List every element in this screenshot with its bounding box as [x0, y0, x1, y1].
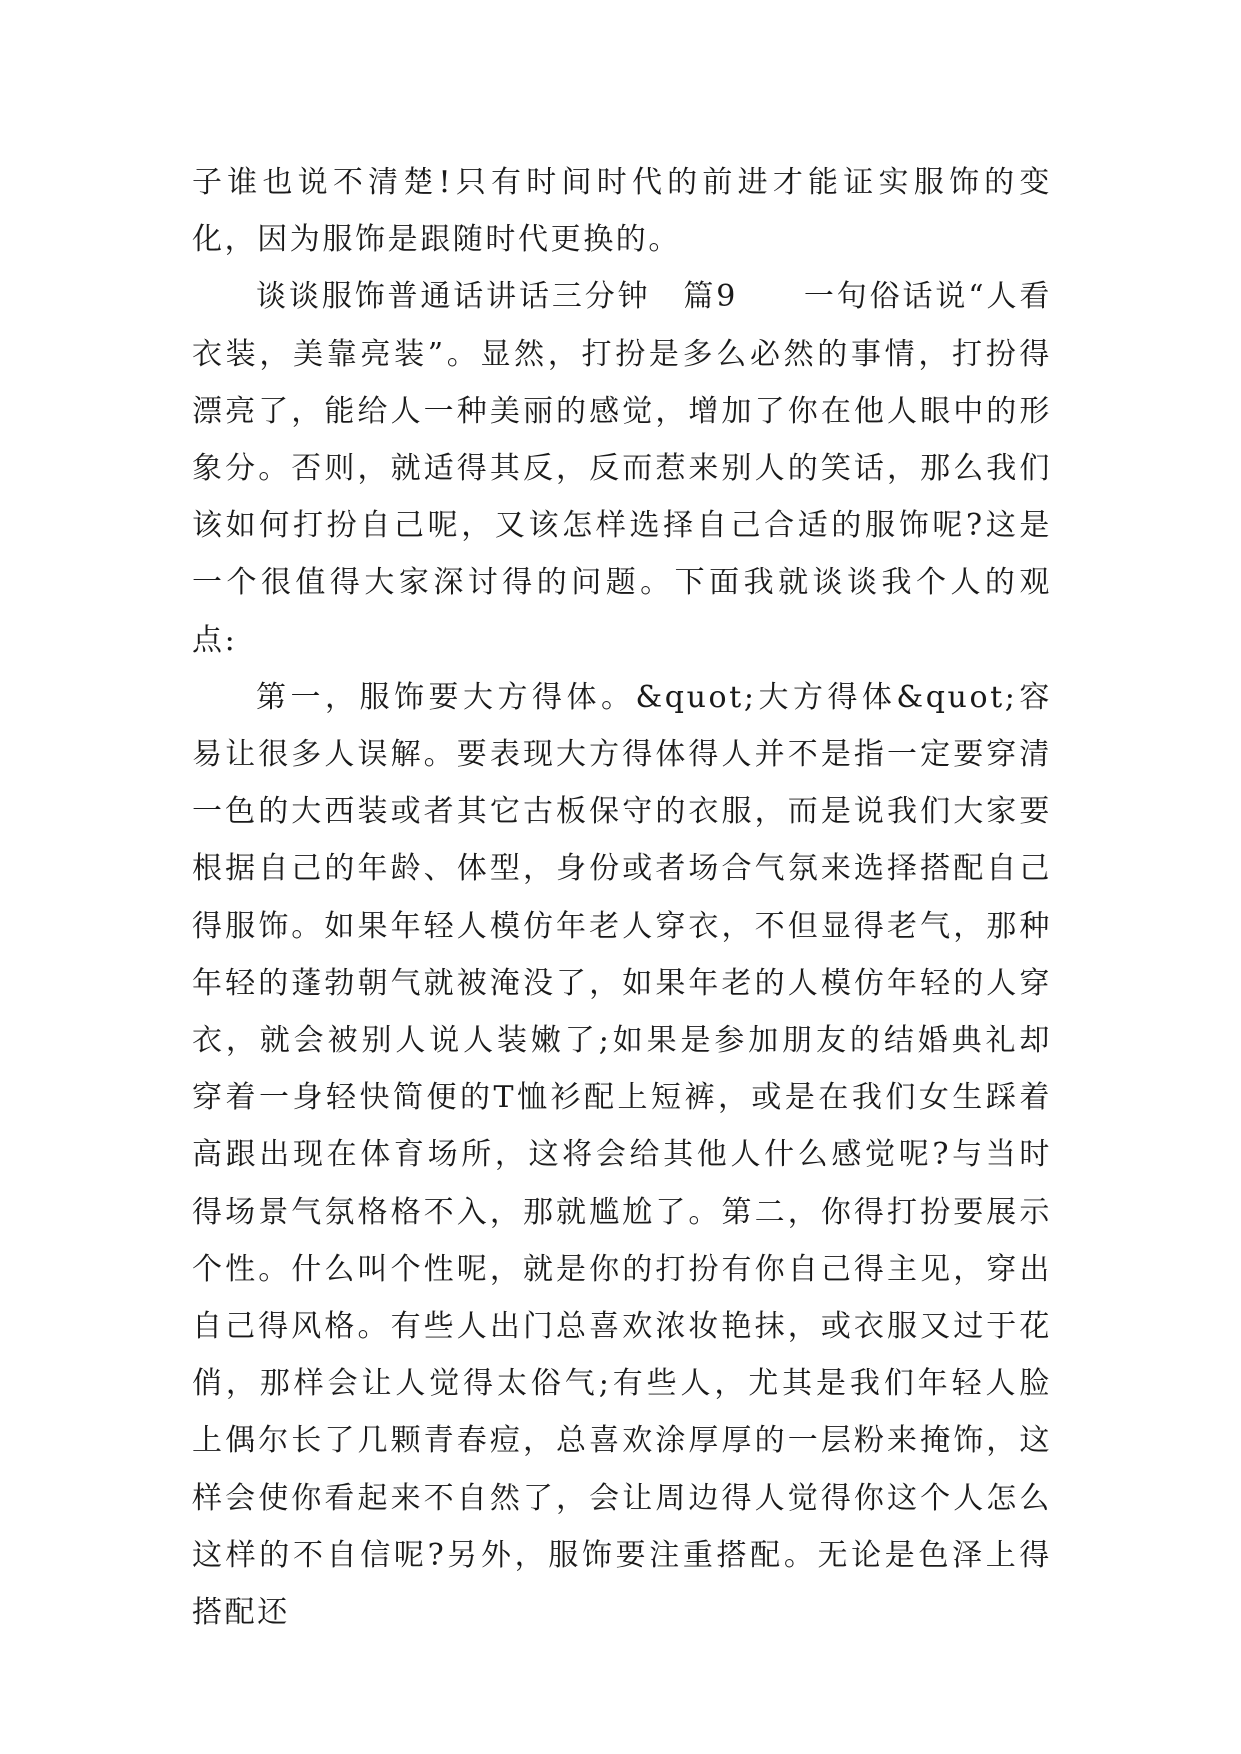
paragraph-section-9-intro: 谈谈服饰普通话讲话三分钟 篇9 一句俗话说“人看衣装，美靠亮装”。显然，打扮是多么必然的事情，打扮得漂亮了，能给人一种美丽的感觉，增加了你在他人眼中的形象分。否则，就适得其反，反而惹来别人的笑话，那么我们该如何打扮自己呢，又该怎样选择自己合适的服饰呢?这是一个很值得大家深讨得的问题。下面我就谈谈我个人的观点: [192, 279, 1052, 658]
document-body [192, 154, 1052, 1641]
paragraph-first-point: 第一，服饰要大方得体。&quot;大方得体&quot;容易让很多人误解。要表现大方得体得人并不是指一定要穿清一色的大西装或者其它古板保守的衣服，而是说我们大家要根据自己的年龄、体型，身份或者场合气氛来选择搭配自己得服饰。如果年轻人模仿年老人穿衣，不但显得老气，那种年轻的蓬勃朝气就被淹没了，如果年老的人模仿年轻的人穿衣，就会被别人说人装嫩了;如果是参加朋友的结婚典礼却穿着一身轻快简便的T恤衫配上短裤，或是在我们女生踩着高跟出现在体育场所，这将会给其他人什么感觉呢?与当时得场景气氛格格不入，那就尴尬了。第二，你得打扮要展示个性。什么叫个性呢，就是你的打扮有你自己得主见，穿出自己得风格。有些人出门总喜欢浓妆艳抹，或衣服又过于花俏，那样会让人觉得太俗气;有些人，尤其是我们年轻人脸上偶尔长了几颗青春痘，总喜欢涂厚厚的一层粉来掩饰，这样会使你看起来不自然了，会让周边得人觉得你这个人怎么这样的不自信呢?另外，服饰要注重搭配。无论是色泽上得搭配还 [192, 679, 1052, 1631]
paragraph-continuation: 子谁也说不清楚!只有时间时代的前进才能证实服饰的变化，因为服饰是跟随时代更换的。 [192, 165, 1052, 258]
